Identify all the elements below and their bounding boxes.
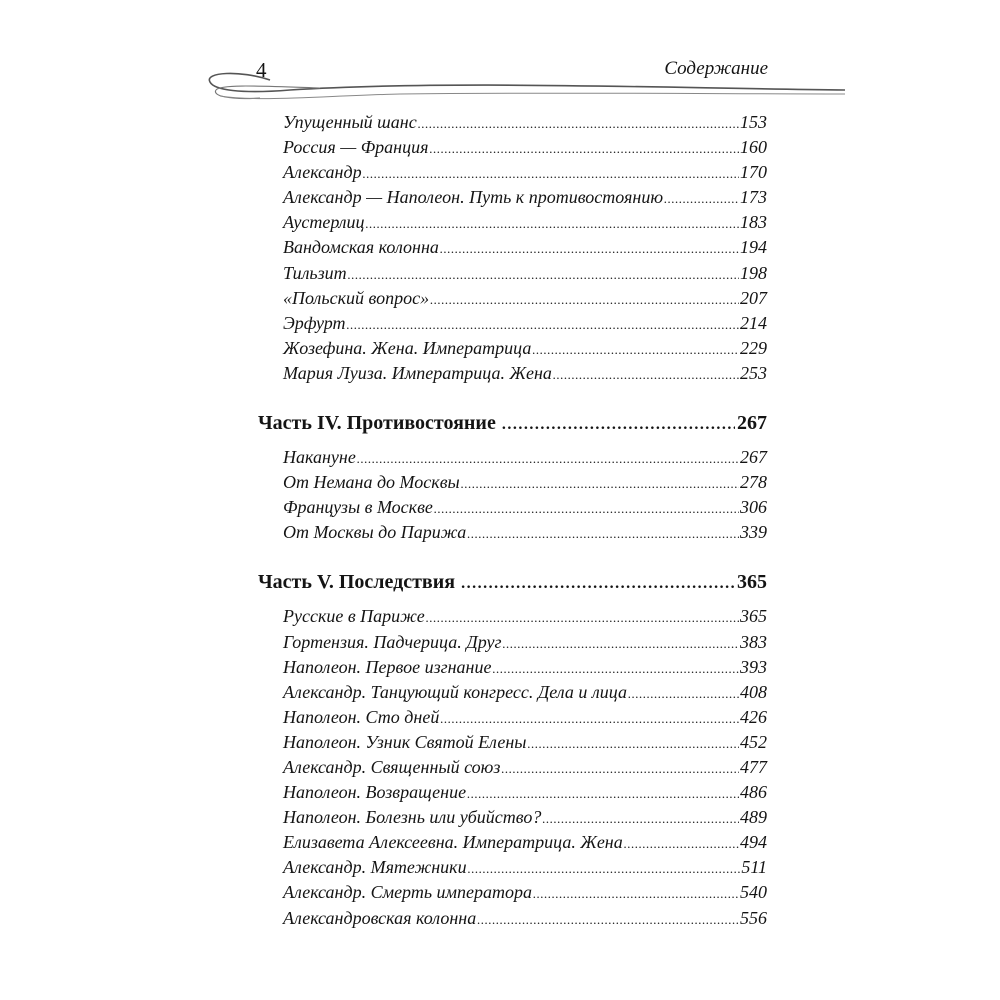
- toc-entry[interactable]: [258, 805, 767, 830]
- toc-entry-title: Вандомская колонна: [283, 237, 439, 258]
- dot-leader: [430, 287, 739, 312]
- toc-entry-page: 198: [740, 262, 767, 283]
- toc-entry-title: Наполеон. Первое изгнание: [283, 656, 492, 677]
- dot-leader: [503, 631, 739, 656]
- toc-entry[interactable]: [258, 705, 767, 730]
- toc-entry-page: 383: [740, 631, 767, 652]
- toc-entry-page: 183: [740, 212, 767, 233]
- toc-entry[interactable]: [258, 630, 767, 655]
- toc-part-heading[interactable]: [258, 568, 767, 596]
- toc-entry-page: 306: [740, 497, 767, 518]
- dot-leader: [467, 781, 739, 806]
- toc-entry-page: 486: [740, 782, 767, 803]
- toc-entry-title: Наполеон. Болезнь или убийство?: [283, 807, 542, 828]
- toc-entry[interactable]: [258, 906, 767, 931]
- toc-entry-page: 278: [740, 472, 767, 493]
- toc-entry[interactable]: [258, 261, 767, 286]
- toc-entry[interactable]: [258, 235, 767, 260]
- toc-entry[interactable]: [258, 655, 767, 680]
- page-number: 4: [256, 58, 267, 82]
- running-title: Содержание: [664, 58, 768, 79]
- toc-entry-title: От Немана до Москвы: [283, 472, 460, 493]
- page-header: [0, 0, 1000, 110]
- toc-entry-title: Александровская колонна: [283, 907, 477, 928]
- toc-entry-title: От Москвы до Парижа: [283, 522, 467, 543]
- toc-entry-title: Александр: [283, 162, 362, 183]
- toc-entry-title: Александр. Мятежники: [283, 857, 467, 878]
- dot-leader: [624, 831, 739, 856]
- toc-entry-title: Александр. Танцующий конгресс. Дела и лица: [283, 681, 627, 702]
- toc-entry-title: Мария Луиза. Императрица. Жена: [283, 362, 552, 383]
- dot-leader: [440, 236, 739, 261]
- toc-entry-page: 207: [740, 287, 767, 308]
- toc-entry-page: 173: [740, 187, 767, 208]
- toc-entry-page: 408: [740, 681, 767, 702]
- toc-entry[interactable]: [258, 160, 767, 185]
- dot-leader: [440, 706, 739, 731]
- dot-leader: [418, 111, 739, 136]
- dot-leader: [429, 136, 739, 161]
- toc-entry[interactable]: [258, 311, 767, 336]
- toc-entry-page: 477: [740, 756, 767, 777]
- toc-entry-title: Наполеон. Узник Святой Елены: [283, 731, 527, 752]
- toc-entry-page: 511: [741, 857, 767, 878]
- toc-entry-page: 267: [740, 447, 767, 468]
- toc-entry-page: 170: [740, 162, 767, 183]
- toc-entry[interactable]: [258, 185, 767, 210]
- part-page: 365: [737, 571, 767, 594]
- toc-entry-page: 153: [740, 112, 767, 132]
- dot-leader: [533, 881, 739, 906]
- toc-entry-page: 393: [740, 656, 767, 677]
- dot-leader: [461, 570, 735, 598]
- toc-entry-page: 556: [740, 907, 767, 928]
- dot-leader: [501, 756, 739, 781]
- toc-entry-title: Эрфурт: [283, 312, 346, 333]
- toc-entry[interactable]: [258, 830, 767, 855]
- toc-entry-title: Гортензия. Падчерица. Друг: [283, 631, 502, 652]
- dot-leader: [426, 605, 739, 630]
- toc-entry-page: 540: [740, 882, 767, 903]
- toc-entry[interactable]: [258, 880, 767, 905]
- toc-entry-page: 194: [740, 237, 767, 258]
- toc-entry-title: Упущенный шанс: [283, 112, 417, 132]
- toc-entry-page: 253: [740, 362, 767, 383]
- toc-entry-title: Александр. Смерть императора: [283, 882, 532, 903]
- toc-entry-title: Русские в Париже: [283, 606, 425, 627]
- toc-entry-page: 494: [740, 832, 767, 853]
- toc-entry[interactable]: [258, 730, 767, 755]
- toc-entry-title: Наполеон. Сто дней: [283, 706, 440, 727]
- dot-leader: [532, 337, 739, 362]
- dot-leader: [461, 471, 739, 496]
- dot-leader: [477, 907, 739, 932]
- dot-leader: [366, 211, 739, 236]
- dot-leader: [363, 161, 739, 186]
- toc-entry[interactable]: [258, 135, 767, 160]
- toc-entry-title: Александр. Священный союз: [283, 756, 501, 777]
- toc-entry-page: 339: [740, 522, 767, 543]
- toc-entry-title: Александр — Наполеон. Путь к противостоянию: [283, 187, 664, 208]
- toc-entry-page: 452: [740, 731, 767, 752]
- toc-part-heading[interactable]: [258, 409, 767, 437]
- toc-entry-page: 489: [740, 807, 767, 828]
- part-page: 267: [737, 412, 767, 435]
- dot-leader: [468, 856, 741, 881]
- toc-entry[interactable]: [258, 336, 767, 361]
- toc-entry[interactable]: [258, 520, 767, 545]
- dot-leader: [502, 411, 735, 439]
- toc-entry[interactable]: [258, 680, 767, 705]
- toc-entry[interactable]: [258, 361, 767, 386]
- toc-entry-title: Тильзит: [283, 262, 347, 283]
- toc-entry[interactable]: [258, 470, 767, 495]
- header-swash-ornament: [200, 66, 845, 106]
- toc-entry[interactable]: [258, 210, 767, 235]
- dot-leader: [434, 496, 739, 521]
- dot-leader: [628, 681, 739, 706]
- toc-entry[interactable]: [258, 286, 767, 311]
- toc-entry-title: Жозефина. Жена. Императрица: [283, 337, 532, 358]
- dot-leader: [664, 186, 739, 211]
- toc-entry[interactable]: [258, 110, 767, 135]
- toc-entry-page: 160: [740, 137, 767, 158]
- toc-entry-page: 229: [740, 337, 767, 358]
- toc-entry[interactable]: [258, 495, 767, 520]
- toc-entry-page: 365: [740, 606, 767, 627]
- dot-leader: [467, 521, 739, 546]
- dot-leader: [492, 656, 739, 681]
- part-title: Часть IV. Противостояние: [258, 412, 496, 435]
- toc-entry[interactable]: [258, 445, 767, 470]
- toc-entry[interactable]: [258, 780, 767, 805]
- toc-entry-page: 426: [740, 706, 767, 727]
- part-title: Часть V. Последствия: [258, 571, 456, 594]
- toc-entry-page: 214: [740, 312, 767, 333]
- toc-entry-title: Французы в Москве: [283, 497, 433, 518]
- dot-leader: [527, 731, 739, 756]
- dot-leader: [346, 312, 739, 337]
- toc-entry-title: Накануне: [283, 447, 356, 468]
- toc-entry-title: «Польский вопрос»: [283, 287, 430, 308]
- toc-entry-title: Наполеон. Возвращение: [283, 782, 467, 803]
- toc-entry[interactable]: [258, 855, 767, 880]
- toc-entry[interactable]: [258, 604, 767, 629]
- toc-entry-title: Аустерлиц: [283, 212, 365, 233]
- table-of-contents: [258, 110, 767, 931]
- toc-entry[interactable]: [258, 755, 767, 780]
- dot-leader: [542, 806, 739, 831]
- toc-entry-title: Елизавета Алексеевна. Императрица. Жена: [283, 832, 623, 853]
- toc-entry-title: Россия — Франция: [283, 137, 429, 158]
- dot-leader: [357, 446, 739, 471]
- dot-leader: [553, 362, 739, 387]
- dot-leader: [348, 262, 739, 287]
